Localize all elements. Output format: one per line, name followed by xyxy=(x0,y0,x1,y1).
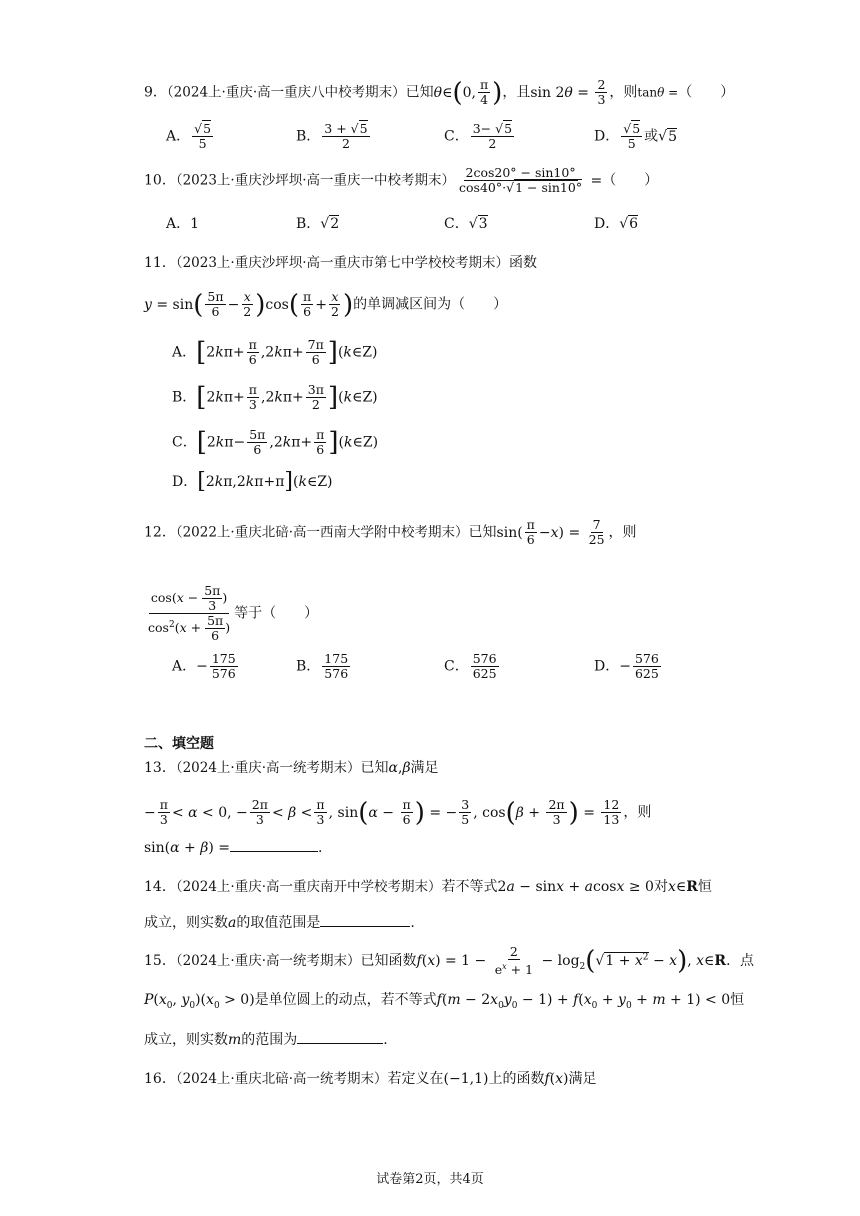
question-source: （2024上·重庆·高一重庆八中校考期末） xyxy=(166,84,406,101)
formula: f(x) xyxy=(544,1071,569,1087)
question-13-formula xyxy=(144,798,651,827)
question-text: 上的函数 xyxy=(488,1071,545,1087)
option-a xyxy=(166,214,199,234)
answer-blank[interactable] xyxy=(230,851,318,852)
option-text: 或 xyxy=(644,128,659,145)
formula: $P(x_0$, $y_0)(x_0 > 0)$ xyxy=(144,992,255,1011)
question-15 xyxy=(144,945,754,977)
question-text: 已知 xyxy=(405,84,434,101)
option-label: C． xyxy=(172,434,197,451)
option-label: A． xyxy=(166,128,191,145)
formula: cos(x − $\frac{5\pi}{3}$ ) $\cos^2(x$ + $\frac{5\pi}{6}$ ) xyxy=(148,583,231,643)
question-number: 12． xyxy=(144,524,176,541)
option-d: D． $\frac{√5}{5}$ 或√5 xyxy=(594,121,677,151)
option-b: B．√2 xyxy=(296,216,340,232)
question-15-line3: 成立，则实数m的范围为 . xyxy=(144,1032,388,1048)
question-text: 已知 xyxy=(360,760,389,776)
question-source: （2024上·重庆·高一统考期末） xyxy=(175,953,361,970)
question-text: ，则 xyxy=(608,524,637,541)
formula: α,β xyxy=(388,760,411,776)
question-text: 等于（ ） xyxy=(234,605,319,622)
option-label: D． xyxy=(594,216,620,232)
question-text: ，则 xyxy=(623,804,652,821)
question-source: （2023上·重庆沙坪坝·高一重庆一中校考期末） xyxy=(175,172,456,189)
question-text: 成立，则实数 xyxy=(144,915,228,931)
page-footer: 试卷第2页，共4页 xyxy=(376,1172,484,1187)
option-label: B． xyxy=(296,216,321,232)
question-text: 对 xyxy=(653,879,668,895)
option-label: D． xyxy=(594,128,620,145)
formula: sin( $\frac{\pi}{6}$ −x) = $\frac{7}{25}$ xyxy=(496,517,605,547)
question-text: 的取值范围是 xyxy=(236,915,321,931)
question-text: 恒 xyxy=(730,992,745,1008)
formula: tanθ = xyxy=(637,85,679,100)
formula: sin 2θ = $\frac{2}{3}$ xyxy=(530,77,606,107)
question-text: 已知 xyxy=(468,524,497,541)
question-11-formula xyxy=(144,290,507,319)
question-source: （2024上·重庆北碚·高一统考期末） xyxy=(175,1071,388,1087)
option-c: C． $\frac{3- √5}{2}$ xyxy=(444,121,513,151)
answer-blank[interactable] xyxy=(320,926,410,927)
answer-blank[interactable] xyxy=(297,1043,383,1044)
question-number: 13． xyxy=(144,760,176,776)
question-text: 若定义在 xyxy=(387,1071,444,1087)
option-d: D．√6 xyxy=(594,216,639,232)
formula: $\frac{2\cos 20^\circ - \sin 10^\circ}{\cos 40^\circ\cdot√1 - \sin 10^\circ}$ = xyxy=(459,165,603,195)
question-number: 10． xyxy=(144,172,176,189)
option-a: A． $\frac{√5}{5}$ xyxy=(166,121,212,151)
question-source: （2022上·重庆北碚·高一西南大学附中校考期末） xyxy=(175,524,469,541)
option-label: B． xyxy=(296,128,321,145)
option-label: D． xyxy=(172,474,198,490)
question-text: ．点 xyxy=(726,953,755,970)
question-text: ，则 xyxy=(609,84,638,101)
option-label: A． xyxy=(172,658,197,675)
question-14 xyxy=(144,877,712,897)
formula: θ∈(0, $\frac{\pi}{4}$ ) xyxy=(433,77,503,108)
question-source: （2024上·重庆·高一重庆南开中学校考期末） xyxy=(175,879,442,895)
option-d: D．[2kπ,2kπ+π](k∈Z) xyxy=(172,469,333,494)
formula: $f(m - 2x_0y_0 - 1) + f(x_0 + y_0 + m + 1) < 0$ xyxy=(436,992,731,1011)
question-text: 恒 xyxy=(697,879,712,895)
question-number: 15． xyxy=(144,953,176,970)
question-13 xyxy=(144,758,439,778)
answer-paren: （ ） xyxy=(602,172,659,189)
question-11 xyxy=(144,253,537,273)
question-text: 满足 xyxy=(410,760,439,776)
question-text: 若不等式 xyxy=(441,879,498,895)
formula: sin(α + β) = xyxy=(144,840,230,856)
question-number: 9． xyxy=(144,84,167,101)
question-text: 的范围为 xyxy=(241,1032,298,1048)
option-label: A． xyxy=(166,216,191,232)
option-c: C．[2kπ− $\frac{5\pi}{6}$ ,2kπ+ $\frac{\pi}{6}$ ](k∈Z) xyxy=(172,427,379,458)
option-label: C． xyxy=(444,658,469,675)
question-text: 成立，则实数 xyxy=(144,1032,228,1048)
option-b: B．[2kπ+ $\frac{\pi}{3}$ ,2kπ+ $\frac{3\pi}{2}$ ](k∈Z) xyxy=(172,382,378,413)
option-label: C． xyxy=(444,128,469,145)
formula: − $\frac{\pi}{3}$ < α < 0, − $\frac{2\pi}{3}$ < β < $\frac{\pi}{3}$ , sin(α − $\frac{\pi}{6}$ ) = − $\frac{3}{5}$ , cos(β + $\frac{2\pi}{3}$ ) = $\frac{12}{13}$ xyxy=(144,797,620,828)
option-c: C． $\frac{576}{625}$ xyxy=(444,651,497,681)
question-12 xyxy=(144,518,637,547)
option-b: B． $\frac{3 + √5}{2}$ xyxy=(296,121,368,151)
answer-paren: （ ） xyxy=(678,84,735,101)
question-15-line2 xyxy=(144,990,744,1016)
option-a: A．− $\frac{175}{576}$ xyxy=(172,651,236,681)
question-13-answer: sin(α + β) = . xyxy=(144,840,323,856)
question-12-formula xyxy=(144,584,318,643)
formula: y = sin( $\frac{5\pi}{6}$ − $\frac{x}{2}$ )cos( $\frac{\pi}{6}$ + $\frac{x}{2}$ ) xyxy=(144,289,354,320)
option-label: C． xyxy=(444,216,469,232)
option-label: B． xyxy=(296,658,321,675)
section-title: 二、填空题 xyxy=(144,736,214,752)
question-source: （2023上·重庆沙坪坝·高一重庆市第七中学校校考期末） xyxy=(175,255,510,271)
question-text: 满足 xyxy=(568,1071,597,1087)
option-b: B． $\frac{175}{576}$ xyxy=(296,651,349,681)
question-source: （2024上·重庆·高一统考期末） xyxy=(175,760,361,776)
question-number: 14． xyxy=(144,879,176,895)
option-c: C．√3 xyxy=(444,216,488,232)
question-9 xyxy=(144,78,734,107)
option-a: A．[2kπ+ $\frac{\pi}{6}$ ,2kπ+ $\frac{7\pi}{6}$ ](k∈Z) xyxy=(172,337,378,368)
question-number: 16． xyxy=(144,1071,176,1087)
formula: x∈R xyxy=(667,879,698,895)
question-text: ，且 xyxy=(502,84,531,101)
question-14-line2: 成立，则实数a的取值范围是 . xyxy=(144,915,415,931)
option-label: D． xyxy=(594,658,620,675)
option-label: B． xyxy=(172,389,197,406)
option-value: 1 xyxy=(190,216,200,232)
formula: (−1,1) xyxy=(443,1071,489,1087)
formula: 2a − sinx + acosx ≥ 0 xyxy=(497,879,654,895)
question-text: 函数 xyxy=(509,255,538,271)
formula: f(x) = 1 − $\frac{2}{e^x + 1}$ − $\log_2(√1 + x^2 - x)$, x∈R xyxy=(416,944,727,978)
question-text: 是单位圆上的动点，若不等式 xyxy=(254,992,437,1008)
option-label: A． xyxy=(172,344,197,361)
option-d: D．− $\frac{576}{625}$ xyxy=(594,651,659,681)
question-text: 的单调减区间为（ ） xyxy=(353,296,508,313)
question-10 xyxy=(144,166,658,195)
question-text: 已知函数 xyxy=(360,953,417,970)
question-16 xyxy=(144,1069,596,1089)
question-number: 11． xyxy=(144,255,176,271)
